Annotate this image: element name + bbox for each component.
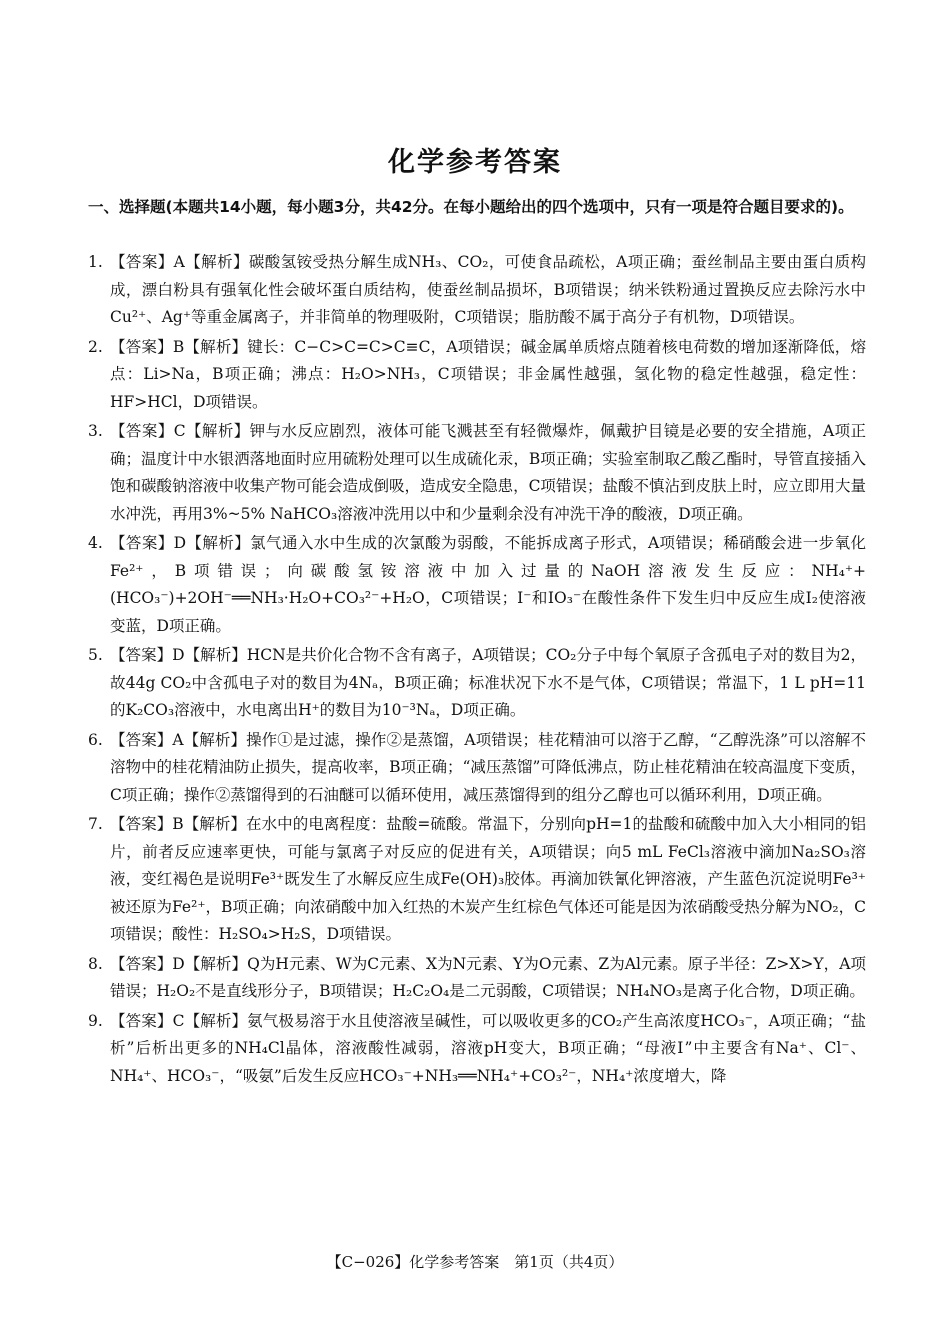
item-text: 【答案】C【解析】氨气极易溶于水且使溶液呈碱性，可以吸收更多的CO₂产生高浓度HCO₃⁻，A项正确；“盐析”后析出更多的NH₄Cl晶体，溶液酸性减弱，溶液pH变大，B项正确；“母液Ⅰ”中主要含有Na⁺、Cl⁻、NH₄⁺、HCO₃⁻，“吸氨”后发生反应HCO₃⁻+NH₃══NH₄⁺+CO₃²⁻，NH₄⁺浓度增大，降 <box>110 1011 866 1085</box>
answer-item <box>88 642 866 725</box>
item-text: 【答案】B【解析】键长：C−C>C=C>C≡C，A项错误；碱金属单质熔点随着核电荷数的增加逐渐降低，熔点：Li>Na，B项正确；沸点：H₂O>NH₃，C项错误；非金属性越强，氢化物的稳定性越强，稳定性：HF>HCl，D项错误。 <box>110 337 866 411</box>
page-title: 化学参考答案 <box>388 147 562 178</box>
item-text: 【答案】C【解析】钾与水反应剧烈，液体可能飞溅甚至有轻微爆炸，佩戴护目镜是必要的安全措施，A项正确；温度计中水银洒落地面时应用硫粉处理可以生成硫化汞，B项正确；实验室制取乙酸乙酯时，导管直接插入饱和碳酸钠溶液中收集产物可能会造成倒吸，造成安全隐患，C项错误；盐酸不慎沾到皮肤上时，应立即用大量水冲洗，再用3%~5% NaHCO₃溶液冲洗用以中和少量剩余没有冲洗干净的酸液，D项正确。 <box>110 422 866 523</box>
item-number: 8. <box>88 954 103 973</box>
item-number: 9. <box>88 1011 103 1030</box>
item-number: 7. <box>88 815 103 833</box>
section-heading: 一、选择题(本题共14小题，每小题3分，共42分。在每小题给出的四个选项中，只有一项是符合题目要求的)。 <box>88 198 854 216</box>
answer-item <box>88 418 866 528</box>
answer-item <box>88 530 866 640</box>
item-text: 【答案】D【解析】HCN是共价化合物不含有离子，A项错误；CO₂分子中每个氧原子含孤电子对的数目为2，故44g CO₂中含孤电子对的数目为4Nₐ，B项正确；标准状况下水不是气体，C项错误；常温下，1 L pH=11的K₂CO₃溶液中，水电离出H⁺的数目为10⁻³Nₐ，D项正确。 <box>110 646 866 719</box>
item-number: 6. <box>88 730 103 749</box>
item-number: 2. <box>88 337 103 356</box>
answer-item <box>88 1008 866 1091</box>
answer-item <box>88 727 866 810</box>
page-footer: 【C−026】化学参考答案 第1页（共4页） <box>326 1253 624 1271</box>
answer-list <box>88 249 866 1092</box>
answer-item <box>88 951 866 1006</box>
item-number: 1. <box>88 253 103 271</box>
item-text: 【答案】A【解析】碳酸氢铵受热分解生成NH₃、CO₂，可使食品疏松，A项正确；蚕丝制品主要由蛋白质构成，漂白粉具有强氧化性会破坏蛋白质结构，使蚕丝制品损坏，B项错误；纳米铁粉通过置换反应去除污水中Cu²⁺、Ag⁺等重金属离子，并非简单的物理吸附，C项错误；脂肪酸不属于高分子有机物，D项错误。 <box>110 253 866 326</box>
item-number: 5. <box>88 646 103 664</box>
answer-item <box>88 249 866 332</box>
answer-item <box>88 811 866 949</box>
item-number: 4. <box>88 534 103 552</box>
item-text: 【答案】D【解析】Q为H元素、W为C元素、X为N元素、Y为O元素、Z为Al元素。原子半径：Z>X>Y，A项错误；H₂O₂不是直线形分子，B项错误；H₂C₂O₄是二元弱酸，C项错误；NH₄NO₃是离子化合物，D项正确。 <box>110 954 866 1000</box>
item-number: 3. <box>88 422 103 440</box>
item-text: 【答案】D【解析】氯气通入水中生成的次氯酸为弱酸，不能拆成离子形式，A项错误；稀硝酸会进一步氧化Fe²⁺，B项错误；向碳酸氢铵溶液中加入过量的NaOH溶液发生反应：NH₄⁺+(HCO₃⁻)+2OH⁻══NH₃·H₂O+CO₃²⁻+H₂O，C项错误；I⁻和IO₃⁻在酸性条件下发生归中反应生成I₂使溶液变蓝，D项正确。 <box>110 534 866 635</box>
item-text: 【答案】A【解析】操作①是过滤，操作②是蒸馏，A项错误；桂花精油可以溶于乙醇，“乙醇洗涤”可以溶解不溶物中的桂花精油防止损失，提高收率，B项正确；“减压蒸馏”可降低沸点，防止桂花精油在较高温度下变质，C项正确；操作②蒸馏得到的石油醚可以循环使用，减压蒸馏得到的组分乙醇也可以循环利用，D项正确。 <box>110 730 866 804</box>
item-text: 【答案】B【解析】在水中的电离程度：盐酸=硫酸。常温下，分别向pH=1的盐酸和硫酸中加入大小相同的铝片，前者反应速率更快，可能与氯离子对反应的促进有关，A项错误；向5 mL FeCl₃溶液中滴加Na₂SO₃溶液，变红褐色是说明Fe³⁺既发生了水解反应生成Fe(OH)₃胶体。再滴加铁氰化钾溶液，产生蓝色沉淀说明Fe³⁺被还原为Fe²⁺，B项正确；向浓硝酸中加入红热的木炭产生红棕色气体还可能是因为浓硝酸受热分解为NO₂，C项错误；酸性：H₂SO₄>H₂S，D项错误。 <box>110 815 866 943</box>
answer-item <box>88 334 866 417</box>
